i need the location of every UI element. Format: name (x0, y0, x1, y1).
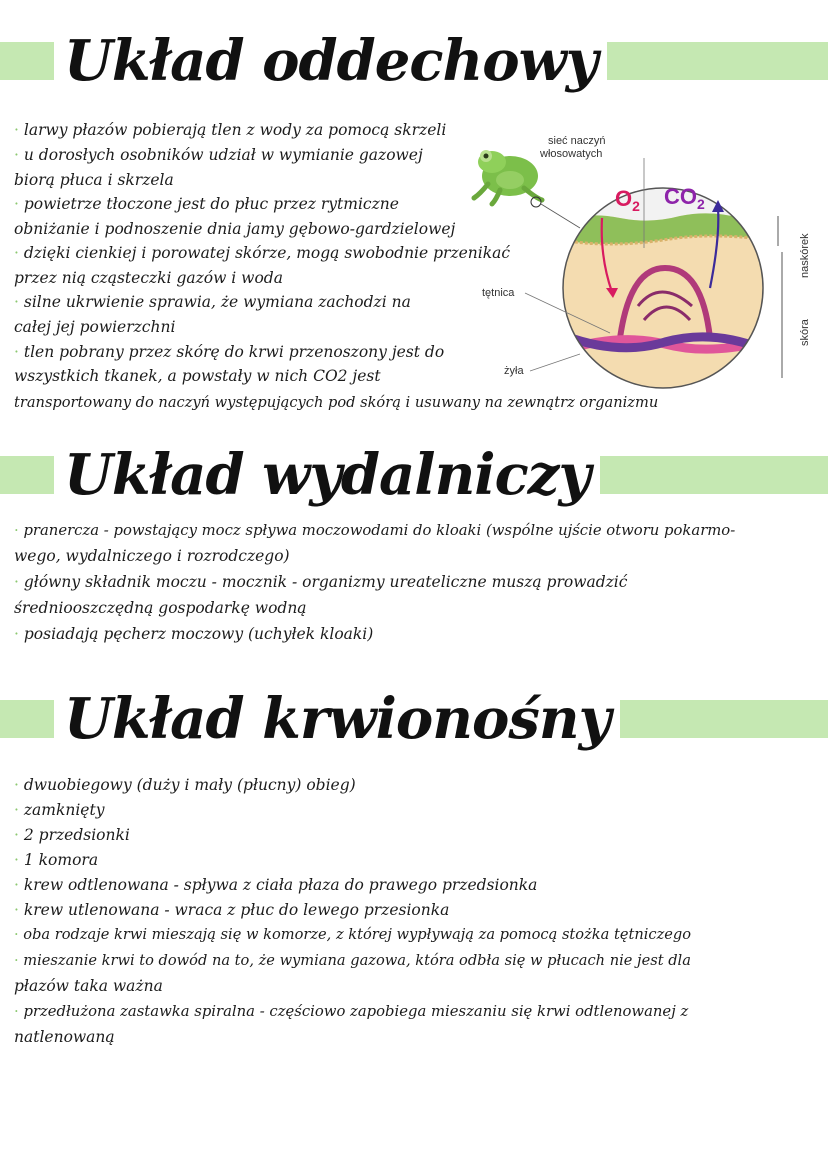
excretory-item-1-cont: wego, wydalniczego i rozrodczego) (14, 547, 290, 565)
bullet-dot: · (14, 625, 19, 643)
respiratory-item-6-cont: wszystkich tkanek, a powstały w nich CO2 jest (14, 367, 381, 385)
bullet-dot: · (14, 776, 19, 794)
bullet-dot: · (14, 952, 19, 969)
capillaries-label-line2: włosowatych (540, 148, 603, 160)
circulatory-item-6: · krew utlenowana - wraca z płuc do lewego przesionka (14, 901, 450, 919)
bullet-dot: · (14, 926, 19, 943)
excretory-item-2-cont: średniooszczędną gospodarkę wodną (14, 599, 307, 617)
bullet-dot: · (14, 826, 19, 844)
section-band-left (0, 42, 56, 80)
bullet-dot: · (14, 146, 19, 164)
excretory-item-2: · główny składnik moczu - mocznik - organizmy ureateliczne muszą prowadzić (14, 573, 628, 591)
circulatory-heading: Układ krwionośny (54, 684, 620, 754)
bullet-dot: · (14, 244, 19, 262)
circulatory-item-7: · oba rodzaje krwi mieszają się w komorze, z której wypływają za pomocą stożka tętniczego (14, 926, 692, 943)
respiratory-item-3-cont: obniżanie i podnoszenie dnia jamy gębowo-gardzielowej (14, 220, 456, 238)
respiratory-heading: Układ oddechowy (54, 26, 607, 96)
bullet-dot: · (14, 901, 19, 919)
capillaries-label-line1: sieć naczyń (548, 135, 606, 147)
respiratory-item-6: · tlen pobrany przez skórę do krwi przenoszony jest do (14, 343, 445, 361)
respiratory-item-2-cont: biorą płuca i skrzela (14, 171, 174, 189)
respiratory-item-3: · powietrze tłoczone jest do płuc przez rytmiczne (14, 195, 399, 213)
excretory-heading: Układ wydalniczy (54, 440, 600, 510)
bullet-dot: · (14, 121, 19, 139)
circulatory-item-2: · zamknięty (14, 801, 105, 819)
skin-label: skóra (799, 319, 811, 346)
o2-symbol: $O_2$ (615, 186, 640, 214)
artery-label: tętnica (482, 287, 515, 299)
bullet-dot: · (14, 343, 19, 361)
circulatory-item-1: · dwuobiegowy (duży i mały (płucny) obieg) (14, 776, 356, 794)
bullet-dot: · (14, 1003, 19, 1020)
skin-gas-exchange-diagram (470, 128, 828, 390)
circulatory-item-3: · 2 przedsionki (14, 826, 130, 844)
respiratory-item-5-cont: całej jej powierzchni (14, 318, 176, 336)
section-band-left (0, 700, 56, 738)
respiratory-item-4: · dzięki cienkiej i porowatej skórze, mogą swobodnie przenikać (14, 244, 511, 262)
bullet-dot: · (14, 851, 19, 869)
circulatory-item-9-cont: natlenowaną (14, 1028, 115, 1046)
vein-pointer (530, 354, 580, 371)
circulatory-item-9: · przedłużona zastawka spiralna - częściowo zapobiega mieszaniu się krwi odtlenowanej z (14, 1003, 689, 1020)
section-band-right (574, 42, 828, 80)
section-band-left (0, 456, 56, 494)
section-band-right (582, 456, 828, 494)
excretory-item-3: · posiadają pęcherz moczowy (uchyłek kloaki) (14, 625, 374, 643)
respiratory-item-5: · silne ukrwienie sprawia, że wymiana zachodzi na (14, 293, 411, 311)
bullet-dot: · (14, 522, 19, 539)
respiratory-item-2: · u dorosłych osobników udział w wymianie gazowej (14, 146, 423, 164)
bullet-dot: · (14, 195, 19, 213)
circulatory-item-8-cont: płazów taka ważna (14, 977, 163, 995)
zoom-line (541, 204, 580, 228)
co2-symbol: $CO_2$ (664, 184, 705, 212)
frog-illustration (474, 150, 542, 204)
circulatory-item-5: · krew odtlenowana - spływa z ciała płaza do prawego przedsionka (14, 876, 538, 894)
bullet-dot: · (14, 876, 19, 894)
circulatory-item-4: · 1 komora (14, 851, 99, 869)
excretory-item-1: · pranercza - powstający mocz spływa moczowodami do kloaki (wspólne ujście otworu pokarmo- (14, 522, 736, 539)
bullet-dot: · (14, 293, 19, 311)
respiratory-item-6-cont2: transportowany do naczyń występujących pod skórą i usuwany na zewnątrz organizmu (14, 394, 659, 411)
respiratory-item-4-cont: przez nią cząsteczki gazów i woda (14, 269, 283, 287)
bullet-dot: · (14, 573, 19, 591)
bullet-dot: · (14, 801, 19, 819)
circulatory-item-8: · mieszanie krwi to dowód na to, że wymiana gazowa, która odbła się w płucach nie jest dla (14, 952, 691, 969)
vein-label: żyła (504, 365, 524, 377)
respiratory-item-1: · larwy płazów pobierają tlen z wody za pomocą skrzeli (14, 121, 447, 139)
epidermis-label: naskórek (799, 233, 811, 278)
